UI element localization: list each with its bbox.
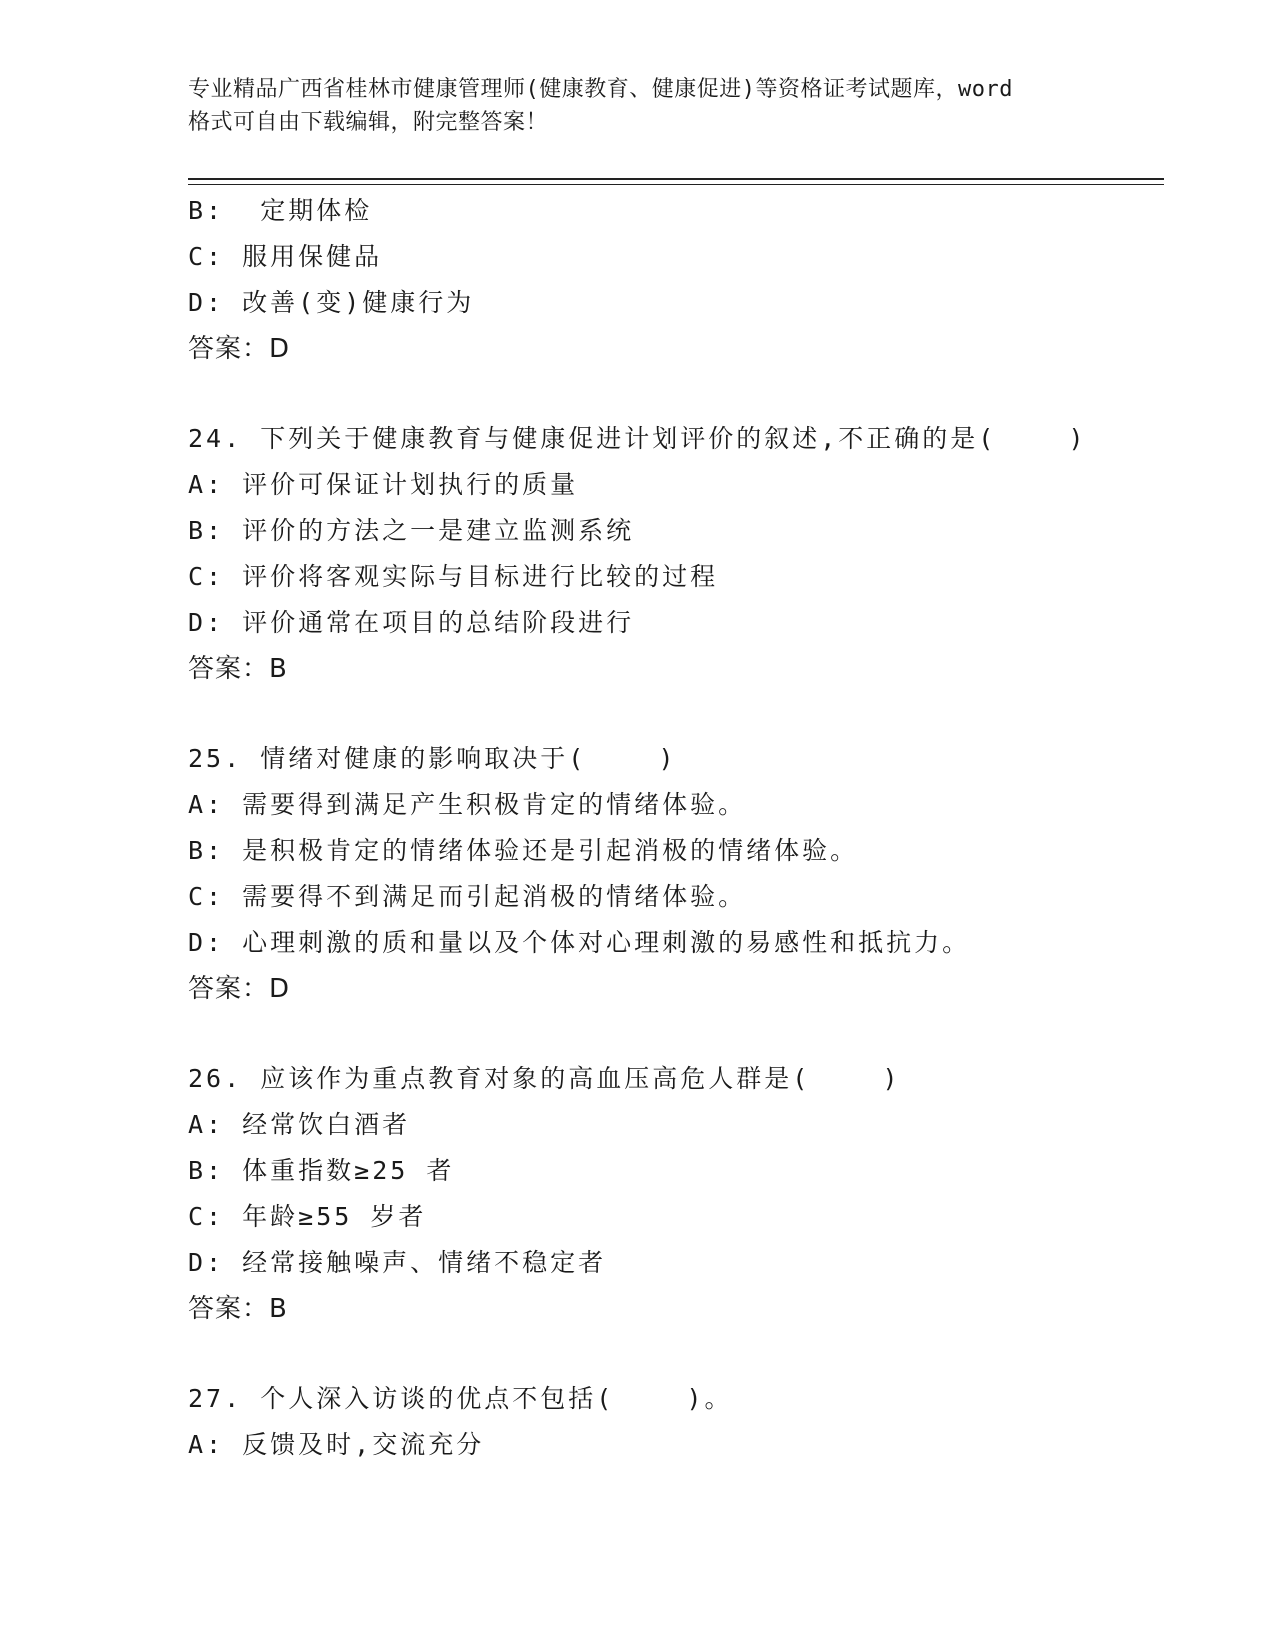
option-b: B: 评价的方法之一是建立监测系统 [188, 516, 635, 545]
question-27 [188, 1376, 1168, 1468]
header-line-1: 专业精品广西省桂林市健康管理师(健康教育、健康促进)等资格证考试题库，word [188, 77, 1013, 102]
option-c: C: 评价将客观实际与目标进行比较的过程 [188, 562, 719, 591]
header-rule-thick [188, 178, 1164, 180]
question-list [188, 188, 1168, 1468]
answer-line: 答案：B [188, 654, 288, 684]
option-b: B: 体重指数≥25 者 [188, 1156, 455, 1185]
option-a: A: 经常饮白酒者 [188, 1110, 411, 1139]
option-b: B: 定期体检 [188, 196, 373, 225]
answer-line: 答案：B [188, 1294, 288, 1324]
header-line-2: 格式可自由下载编辑，附完整答案！ [188, 110, 549, 135]
option-c: C: 服用保健品 [188, 242, 383, 271]
question-stem: 25. 情绪对健康的影响取决于( ) [188, 744, 677, 773]
question-23-continued [188, 188, 1168, 372]
option-a: A: 评价可保证计划执行的质量 [188, 470, 579, 499]
answer-line: 答案：D [188, 974, 291, 1004]
question-stem: 27. 个人深入访谈的优点不包括( )。 [188, 1384, 733, 1413]
question-26 [188, 1056, 1168, 1332]
question-stem: 24. 下列关于健康教育与健康促进计划评价的叙述,不正确的是( ) [188, 424, 1087, 453]
option-d: D: 改善(变)健康行为 [188, 288, 475, 317]
option-d: D: 评价通常在项目的总结阶段进行 [188, 608, 635, 637]
answer-line: 答案：D [188, 334, 291, 364]
question-24 [188, 416, 1168, 692]
option-b: B: 是积极肯定的情绪体验还是引起消极的情绪体验。 [188, 836, 859, 865]
question-stem: 26. 应该作为重点教育对象的高血压高危人群是( ) [188, 1064, 901, 1093]
document-header [188, 73, 1088, 139]
question-25 [188, 736, 1168, 1012]
option-a: A: 反馈及时,交流充分 [188, 1430, 485, 1459]
option-c: C: 需要得不到满足而引起消极的情绪体验。 [188, 882, 747, 911]
option-a: A: 需要得到满足产生积极肯定的情绪体验。 [188, 790, 747, 819]
header-rule-thin [188, 184, 1164, 185]
option-c: C: 年龄≥55 岁者 [188, 1202, 427, 1231]
option-d: D: 心理刺激的质和量以及个体对心理刺激的易感性和抵抗力。 [188, 928, 971, 957]
option-d: D: 经常接触噪声、情绪不稳定者 [188, 1248, 607, 1277]
